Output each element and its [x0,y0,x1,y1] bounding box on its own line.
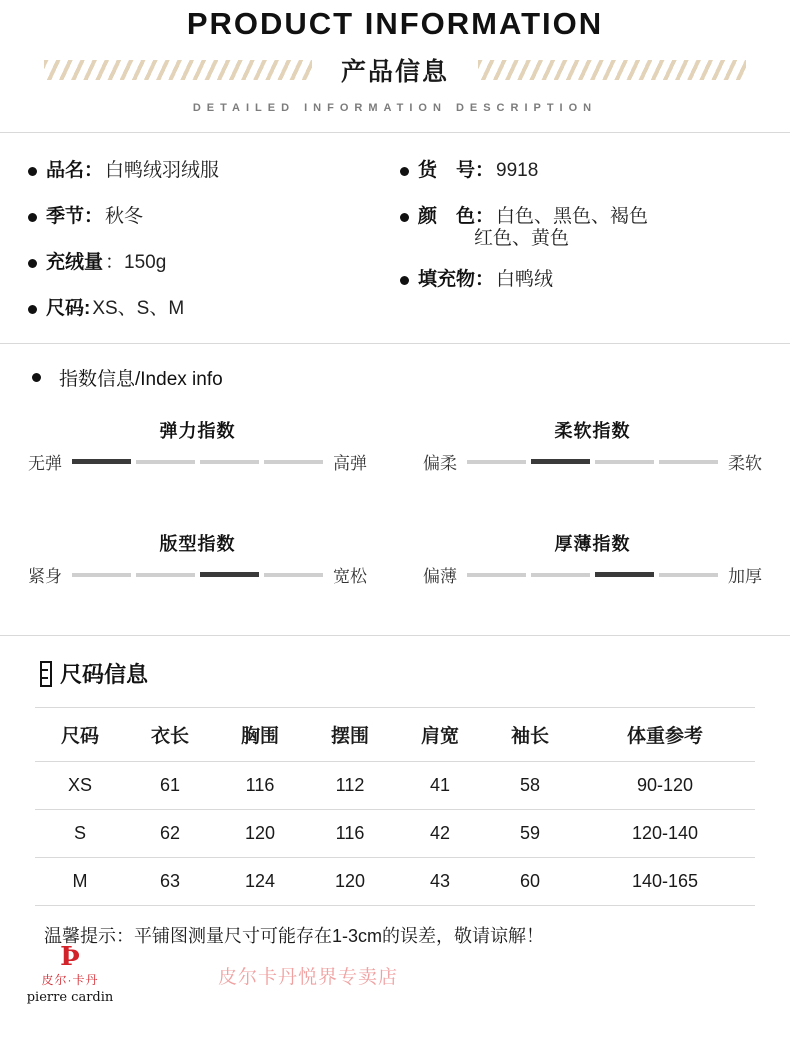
index-end-right: 柔软 [728,454,762,474]
index-grid-row-2 [0,530,790,617]
index-segment [136,573,195,577]
table-cell: 59 [485,810,575,858]
table-cell: 58 [485,762,575,810]
spec-value: 秋冬 [105,206,144,228]
spec-label: 充绒量 [46,251,104,273]
bullet-icon [400,213,409,222]
table-column-header: 胸围 [215,708,305,762]
index-segment [200,460,259,464]
index-segment [659,573,718,577]
index-end-right: 高弹 [333,454,367,474]
index-segment [595,572,654,577]
size-section [0,636,790,948]
spec-value: 白鸭绒 [496,268,554,290]
index-bar-row [423,562,762,587]
spec-item [28,205,388,229]
spec-label: 季节： [46,206,104,228]
index-segment [531,573,590,577]
spec-label: 品名： [46,160,104,182]
index-item-thickness [395,530,790,587]
size-tip: 温馨提示：平铺图测量尺寸可能存在1-3cm的误差，敬请谅解！ [44,926,545,947]
size-table-body [35,762,755,906]
title-row [0,48,790,92]
spec-item [28,297,388,321]
bullet-icon [28,305,37,314]
table-cell: 140-165 [575,858,755,906]
brand-name-cn: 皮尔·卡丹 [41,973,99,987]
index-segment [467,573,526,577]
page-title-cn: 产品信息 [340,58,449,87]
page-title-en: PRODUCT INFORMATION [186,6,604,41]
bullet-icon [28,213,37,222]
table-cell: 41 [395,762,485,810]
table-cell: XS [35,762,125,810]
index-item-fit [0,530,395,587]
spec-item [400,159,780,183]
table-row [35,858,755,906]
spec-item [28,251,388,275]
table-cell: M [35,858,125,906]
index-end-right: 加厚 [728,567,762,587]
index-bar [467,572,718,577]
table-cell: 60 [485,858,575,906]
table-column-header: 肩宽 [395,708,485,762]
table-cell: 112 [305,762,395,810]
table-cell: 120 [305,858,395,906]
index-segment [264,460,323,464]
index-section [0,344,790,635]
spec-section [0,133,790,343]
spec-item [400,268,780,292]
index-bar-row [423,449,762,474]
index-item-softness [395,417,790,474]
index-segment [531,459,590,464]
index-bar [72,572,323,577]
table-cell: 42 [395,810,485,858]
table-cell: 90-120 [575,762,755,810]
index-grid-row-1 [0,417,790,504]
table-column-header: 摆围 [305,708,395,762]
table-column-header: 尺码 [35,708,125,762]
index-name: 版型指数 [159,534,236,555]
index-segment [136,460,195,464]
index-bar [467,459,718,464]
index-segment [200,572,259,577]
table-cell: 116 [305,810,395,858]
index-segment [72,573,131,577]
brand-logo [22,944,118,1005]
spec-value: 白色、黑色、褐色 [496,206,649,228]
index-item-elasticity [0,417,395,474]
table-cell: 43 [395,858,485,906]
spec-label: 填充物： [418,268,495,290]
table-header-row [35,708,755,762]
index-segment [595,460,654,464]
index-bar-row [28,449,367,474]
table-cell: 63 [125,858,215,906]
index-name: 柔软指数 [554,421,631,442]
table-column-header: 体重参考 [575,708,755,762]
index-segment [467,460,526,464]
spec-label: 尺码: [46,297,91,319]
index-name: 弹力指数 [159,421,236,442]
bullet-icon [28,259,37,268]
index-end-left: 偏柔 [423,454,457,474]
index-segment [72,459,131,464]
spec-value: ：150g [105,251,167,273]
index-end-left: 无弹 [28,454,62,474]
brand-name-en: pierre cardin [26,990,114,1005]
index-bar [72,459,323,464]
ruler-icon [40,661,52,687]
watermark-text: 皮尔卡丹悦界专卖店 [218,967,399,988]
bullet-icon [400,276,409,285]
bullet-icon [28,167,37,176]
index-end-right: 宽松 [333,567,367,587]
table-cell: 116 [215,762,305,810]
bullet-icon [32,373,41,382]
spec-item [28,159,388,183]
size-heading-label: 尺码信息 [60,662,149,688]
size-section-title [40,658,790,689]
index-segment [659,460,718,464]
table-row [35,762,755,810]
bullet-icon [400,167,409,176]
spec-value-continued: 红色、黄色 [474,227,570,249]
index-name: 厚薄指数 [554,534,631,555]
pierre-cardin-mark-icon: Ϸ [60,942,80,972]
spec-value: 9918 [496,160,539,182]
table-cell: 61 [125,762,215,810]
table-cell: S [35,810,125,858]
size-table-head [35,708,755,762]
spec-label: 货 号： [418,160,495,182]
size-table [35,707,755,906]
index-segment [264,573,323,577]
index-bar-row [28,562,367,587]
index-end-left: 紧身 [28,567,62,587]
page-subtitle: DETAILED INFORMATION DESCRIPTION [192,102,598,115]
table-row [35,810,755,858]
spec-value: 白鸭绒羽绒服 [105,160,220,182]
spec-value: XS、S、M [92,297,185,319]
index-section-title [32,364,790,391]
spec-label: 颜 色： [418,206,495,228]
table-cell: 124 [215,858,305,906]
index-title-label: 指数信息/Index info [59,369,223,391]
table-column-header: 袖长 [485,708,575,762]
table-cell: 120-140 [575,810,755,858]
table-cell: 120 [215,810,305,858]
spec-column-right [400,159,780,313]
page-header [0,0,790,114]
table-column-header: 衣长 [125,708,215,762]
table-cell: 62 [125,810,215,858]
spec-column-left [28,159,388,342]
index-end-left: 偏薄 [423,567,457,587]
